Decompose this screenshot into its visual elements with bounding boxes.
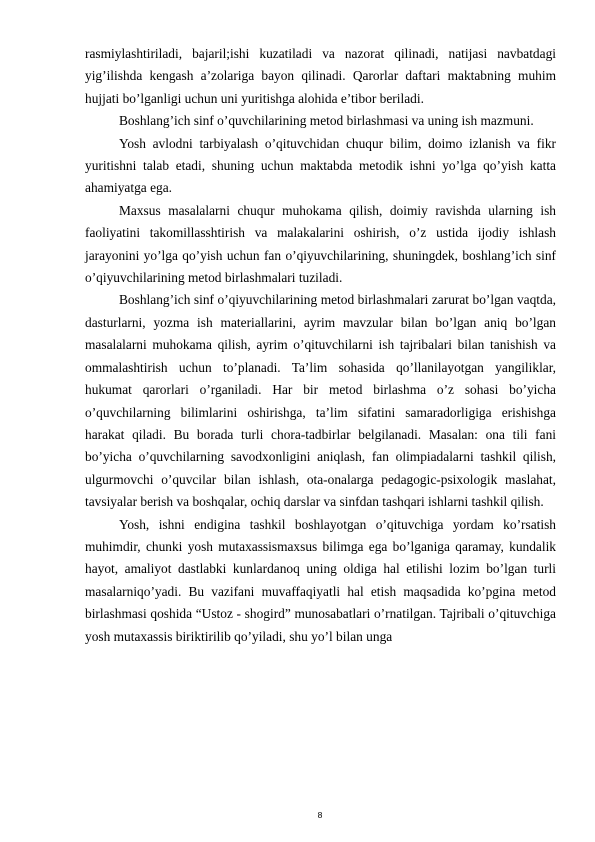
paragraph-continued: rasmiylashtiriladi, bajaril;ishi kuzatiladi va nazorat qilinadi, natijasi navbatdagi yig’ilishda kengash a’zolariga bayon qilinadi. Qarorlar daftari maktabning muhim hujjati bo’lganligi uchun uni yuritishga alohida e’tibor beriladi.: [85, 46, 556, 106]
paragraph: Yosh, ishni endigina tashkil boshlayotgan o’qituvchiga yordam ko’rsatish muhimdir, chunki yosh mutaxassismaxsus bilimga ega bo’lganiga qaramay, kundalik hayot, amaliyot dastlabki kunlardanoq uning oldiga hal etilishi lozim bo’lgan turli masalarniqo’yadi. Bu vazifani muvaffaqiyatli hal etish maqsadida ko’pgina metod birlashmasi qoshida “Ustoz - shogird” munosabatlari o’rnatilgan. Tajribali o’qituvchiga yosh mutaxassis biriktirilib qo’yiladi, shu yo’l bilan unga: [85, 516, 556, 644]
body-text: [85, 43, 556, 648]
section-heading-paragraph: Boshlang’ich sinf o’quvchilarining metod birlashmasi va uning ish mazmuni.: [119, 113, 534, 129]
page-number: 8: [317, 810, 323, 820]
paragraph: Maxsus masalalarni chuqur muhokama qilish, doimiy ravishda ularning ish faoliyatini takomillasshtirish va malakalarini oshirish, o’z ustida ijodiy ishlash jarayonini yo’lga qo’yish uchun fan o’qiyuvchilarining, shuningdek, boshlang’ich sinf o’qiyuvchilarining metod birlashmalari tuziladi.: [85, 202, 556, 286]
paragraph: Boshlang’ich sinf o’qiyuvchilarining metod birlashmalari zarurat bo’lgan vaqtda, dasturlarni, yozma ish materiallarini, ayrim mavzular bilan bo’lgan aniq bo’lgan masalalarni muhokama qilish, ayrim o’qituvchilarni ish tajribalari bilan tanishish va ommalashtirish uchun to’planadi. Ta’lim sohasida qo’llanilayotgan yangiliklar, hukumat qarorlari o’rganiladi. Har bir metod birlashma o’z sohasi bo’yicha o’quvchilarning bilimlarini oshirishga, ta’lim sifatini samaradorligiga erishishga harakat qiladi. Bu borada turli chora-tadbirlar belgilanadi. Masalan: ona tili fani bo’yicha o’quvchilarning savodxonligini aniqlash, fan olimpiadalarni tashkil qilish, ulgurmovchi o’quvcilar bilan ishlash, ota-onalarga pedagogic-psixologik maslahat, tavsiyalar berish va boshqalar, ochiq darslar va sinfdan tashqari ishlarni tashkil qilish.: [85, 292, 556, 510]
paragraph: Yosh avlodni tarbiyalash o’qituvchidan chuqur bilim, doimo izlanish va fikr yuritishni talab etadi, shuning uchun maktabda metodik ishni yo’lga qo’yish katta ahamiyatga ega.: [85, 135, 556, 196]
